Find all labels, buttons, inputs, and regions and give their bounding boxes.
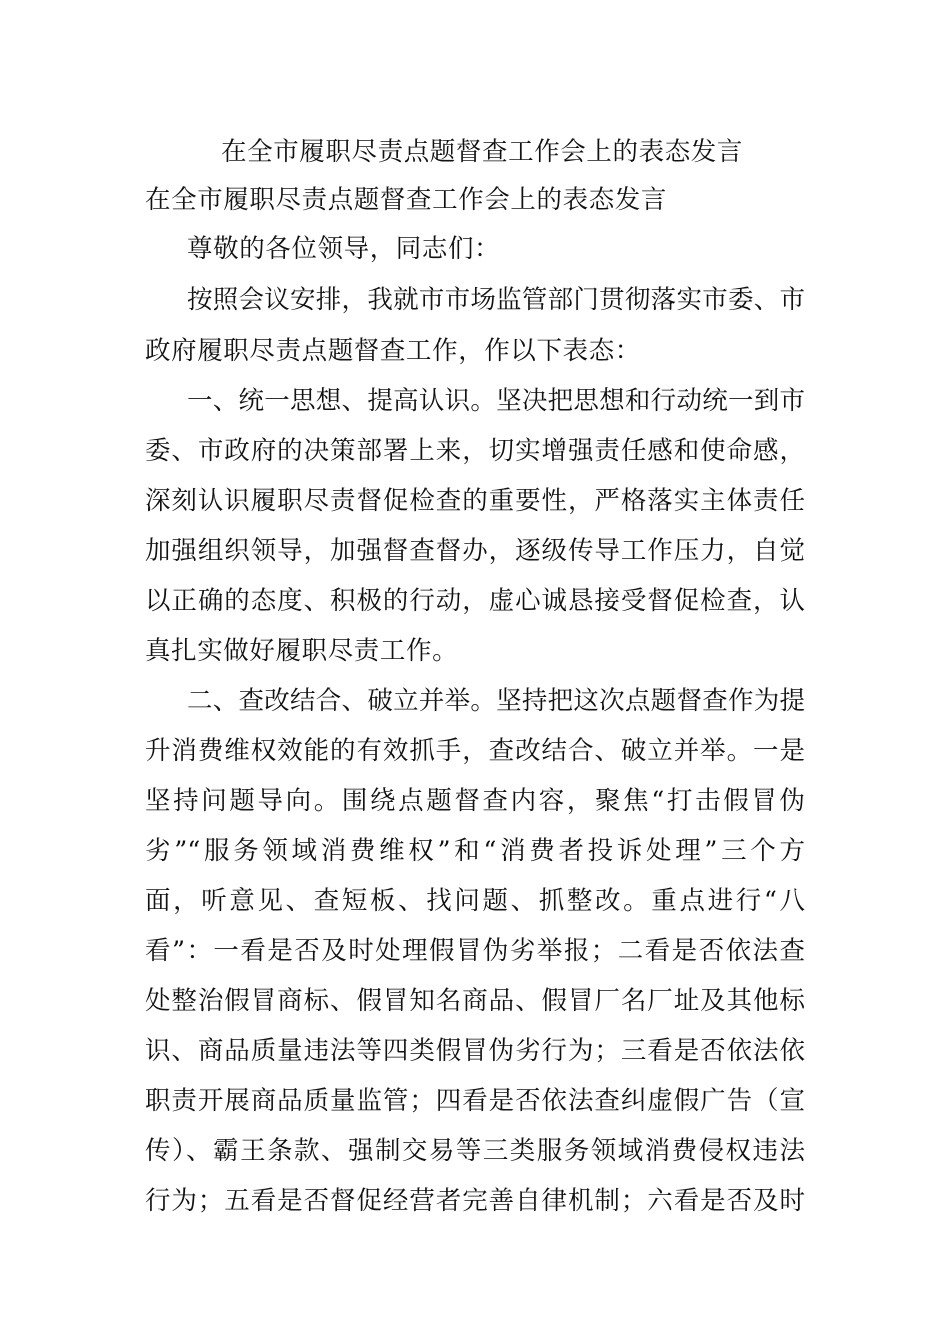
document-subtitle: 在全市履职尽责点题督查工作会上的表态发言 [145,185,668,215]
text-line: 行为；五看是否督促经营者完善自律机制；六看是否及时 [145,1186,805,1216]
text-line: 坚持问题导向。围绕点题督查内容，聚焦“打击假冒伪 [145,786,805,816]
text-line: 加强组织领导，加强督查督办，逐级传导工作压力，自觉 [145,536,805,566]
text-line: 面，听意见、查短板、找问题、抓整改。重点进行“八 [145,886,805,916]
text-line: 传）、霸王条款、强制交易等三类服务领域消费侵权违法 [145,1136,805,1166]
text-line: 深刻认识履职尽责督促检查的重要性，严格落实主体责任 [145,486,805,516]
text-line: 处整治假冒商标、假冒知名商品、假冒厂名厂址及其他标 [145,986,805,1016]
text-line: 劣”“服务领域消费维权”和“消费者投诉处理”三个方 [145,836,805,866]
text-line: 以正确的态度、积极的行动，虚心诚恳接受督促检查，认 [145,586,805,616]
text-line: 真扎实做好履职尽责工作。 [145,636,459,666]
text-line: 升消费维权效能的有效抓手，查改结合、破立并举。一是 [145,736,805,766]
text-line: 识、商品质量违法等四类假冒伪劣行为；三看是否依法依 [145,1036,805,1066]
text-line: 按照会议安排，我就市市场监管部门贯彻落实市委、市 [187,285,805,315]
text-line: 看”：一看是否及时处理假冒伪劣举报；二看是否依法查 [145,936,805,966]
salutation: 尊敬的各位领导，同志们： [187,234,501,264]
text-line: 政府履职尽责点题督查工作，作以下表态： [145,336,641,366]
text-line: 委、市政府的决策部署上来，切实增强责任感和使命感， [145,436,805,466]
document-title: 在全市履职尽责点题督查工作会上的表态发言 [221,137,744,167]
text-line: 一、统一思想、提高认识。坚决把思想和行动统一到市 [187,386,805,416]
text-line: 职责开展商品质量监管；四看是否依法查纠虚假广告（宣 [145,1086,805,1116]
text-line: 二、查改结合、破立并举。坚持把这次点题督查作为提 [187,686,805,716]
